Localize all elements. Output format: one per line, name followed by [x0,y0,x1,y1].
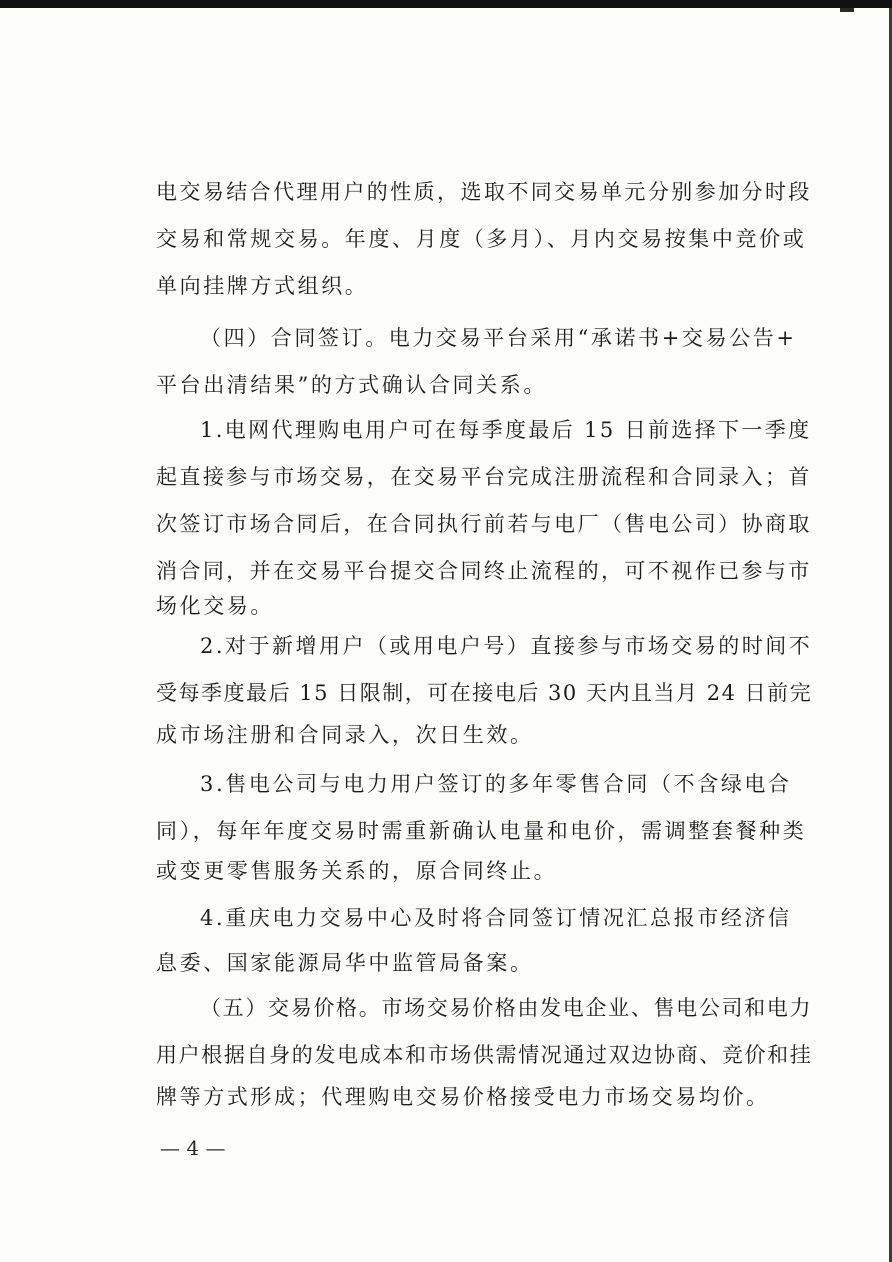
item-3-line-3: 或变更零售服务关系的，原合同终止。 [156,859,558,883]
item-1-line-5: 场化交易。 [156,594,274,618]
item-1-line-1: 1.电网代理购电用户可在每季度最后 15 日前选择下一季度 [200,418,812,442]
item-4-line-1: 4.重庆电力交易中心及时将合同签订情况汇总报市经济信 [200,906,792,930]
text-line-3: 单向挂牌方式组织。 [156,274,369,298]
text-line-1: 电交易结合代理用户的性质，选取不同交易单元分别参加分时段 [156,180,812,204]
scan-top-mark [840,8,854,12]
item-3-line-2: 同），每年年度交易时需重新确认电量和电价，需调整套餐种类 [156,819,807,843]
item-1-line-4: 消合同，并在交易平台提交合同终止流程的，可不视作已参与市 [156,559,812,583]
section-5-line-2: 用户根据自身的发电成本和市场供需情况通过双边协商、竞价和挂 [156,1043,813,1067]
text-line-5: 平台出清结果”的方式确认合同关系。 [156,373,547,397]
section-5-heading-line: （五）交易价格。市场交易价格由发电企业、售电公司和电力 [200,996,813,1020]
scan-top-border [0,0,892,8]
item-2-line-3: 成市场注册和合同录入，次日生效。 [156,723,534,747]
section-4-heading-line: （四）合同签订。电力交易平台采用“承诺书+交易公告+ [200,326,797,350]
item-4-line-2: 息委、国家能源局华中监管局备案。 [156,951,534,975]
item-3-line-1: 3.售电公司与电力用户签订的多年零售合同（不含绿电合 [200,772,792,796]
item-2-line-2: 受每季度最后 15 日限制，可在接电后 30 天内且当月 24 日前完 [156,681,813,705]
item-2-line-1: 2.对于新增用户（或用电户号）直接参与市场交易的时间不 [200,634,813,658]
page-number: — 4 — [160,1136,226,1160]
section-5-line-3: 牌等方式形成；代理购电交易价格接受电力市场交易均价。 [156,1085,770,1109]
item-1-line-3: 次签订市场合同后，在合同执行前若与电厂（售电公司）协商取 [156,512,812,536]
item-1-line-2: 起直接参与市场交易，在交易平台完成注册流程和合同录入；首 [156,465,812,489]
text-line-2: 交易和常规交易。年度、月度（多月）、月内交易按集中竞价或 [156,227,807,251]
